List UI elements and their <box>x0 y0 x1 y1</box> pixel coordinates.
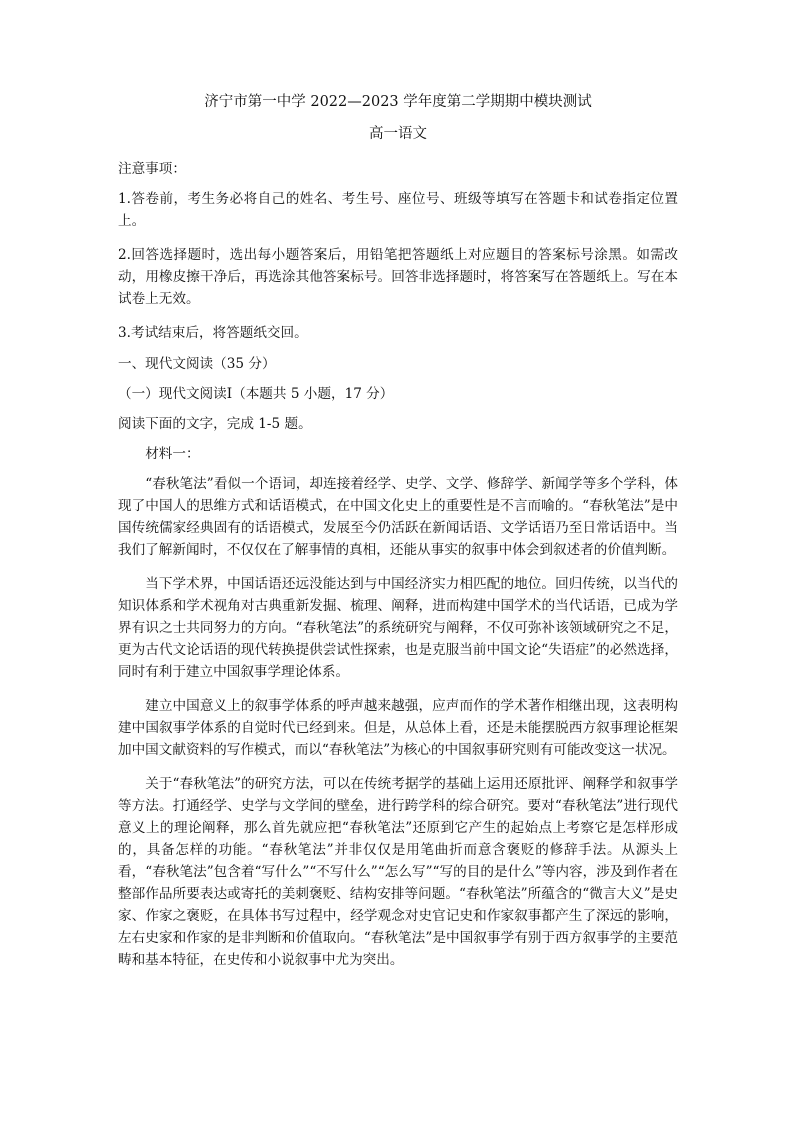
material-paragraph-1: “春秋笔法”看似一个语词，却连接着经学、史学、文学、修辞学、新闻学等多个学科，体现了中国人的思维方式和话语模式，在中国文化史上的重要性是不言而喻的。“春秋笔法”是中国传统儒家经典固有的话语模式，发展至今仍活跃在新闻话语、文学话语乃至日常话语中。当我们了解新闻时，不仅仅在了解事情的真相，还能从事实的叙事中体会到叙述者的价值判断。 <box>118 476 678 558</box>
subsection-title: （一）现代文阅读Ⅰ（本题共 5 小题，17 分） <box>118 386 394 402</box>
material-label: 材料一： <box>145 446 200 462</box>
exam-page <box>118 92 678 983</box>
notice-item-1: 1.答卷前，考生务必将自己的姓名、考生号、座位号、班级等填写在答题卡和试卷指定位置上。 <box>118 191 678 229</box>
notice-item-2: 2.回答选择题时，选出每小题答案后，用铅笔把答题纸上对应题目的答案标号涂黑。如需改动，用橡皮擦干净后，再选涂其他答案标号。回答非选择题时，将答案写在答题纸上。写在本试卷上无效。 <box>118 247 678 307</box>
exam-subject: 高一语文 <box>369 126 427 142</box>
section-title: 一、现代文阅读（35 分） <box>118 356 276 372</box>
reading-instruction: 阅读下面的文字，完成 1-5 题。 <box>118 416 312 432</box>
notice-heading: 注意事项： <box>118 161 186 177</box>
material-paragraph-4: 关于“春秋笔法”的研究方法，可以在传统考据学的基础上运用还原批评、阐释学和叙事学等方法。打通经学、史学与文学间的壁垒，进行跨学科的综合研究。要对“春秋笔法”进行现代意义上的理论阐释，那么首先就应把“春秋笔法”还原到它产生的起始点上考察它是怎样形成的，具备怎样的功能。“春秋笔法”并非仅仅是用笔曲折而意含褒贬的修辞手法。从源头上看，“春秋笔法”包含着“写什么”“不写什么”“怎么写”“写的目的是什么”等内容，涉及到作者在整部作品所要表达或寄托的美刺褒贬、结构安排等问题。“春秋笔法”所蕴含的“微言大义”是史家、作家之褒贬，在具体书写过程中，经学观念对史官记史和作家叙事都产生了深远的影响，左右史家和作家的是非判断和价值取向。“春秋笔法”是中国叙事学有别于西方叙事学的主要范畴和基本特征，在史传和小说叙事中尤为突出。 <box>118 776 678 968</box>
exam-title: 济宁市第一中学 2022—2023 学年度第二学期期中模块测试 <box>204 94 592 110</box>
notice-item-3: 3.考试结束后，将答题纸交回。 <box>118 325 308 341</box>
material-paragraph-3: 建立中国意义上的叙事学体系的呼声越来越强，应声而作的学术著作相继出现，这表明构建中国叙事学体系的自觉时代已经到来。但是，从总体上看，还是未能摆脱西方叙事理论框架加中国文献资料的写作模式，而以“春秋笔法”为核心的中国叙事研究则有可能改变这一状况。 <box>118 698 678 758</box>
material-paragraph-2: 当下学术界，中国话语还远没能达到与中国经济实力相匹配的地位。回归传统，以当代的知识体系和学术视角对古典重新发掘、梳理、阐释，进而构建中国学术的当代话语，已成为学界有识之士共同努力的方向。“春秋笔法”的系统研究与阐释，不仅可弥补该领域研究之不足，更为古代文论话语的现代转换提供尝试性探索，也是克服当前中国文论“失语症”的必然选择，同时有利于建立中国叙事学理论体系。 <box>118 576 678 680</box>
